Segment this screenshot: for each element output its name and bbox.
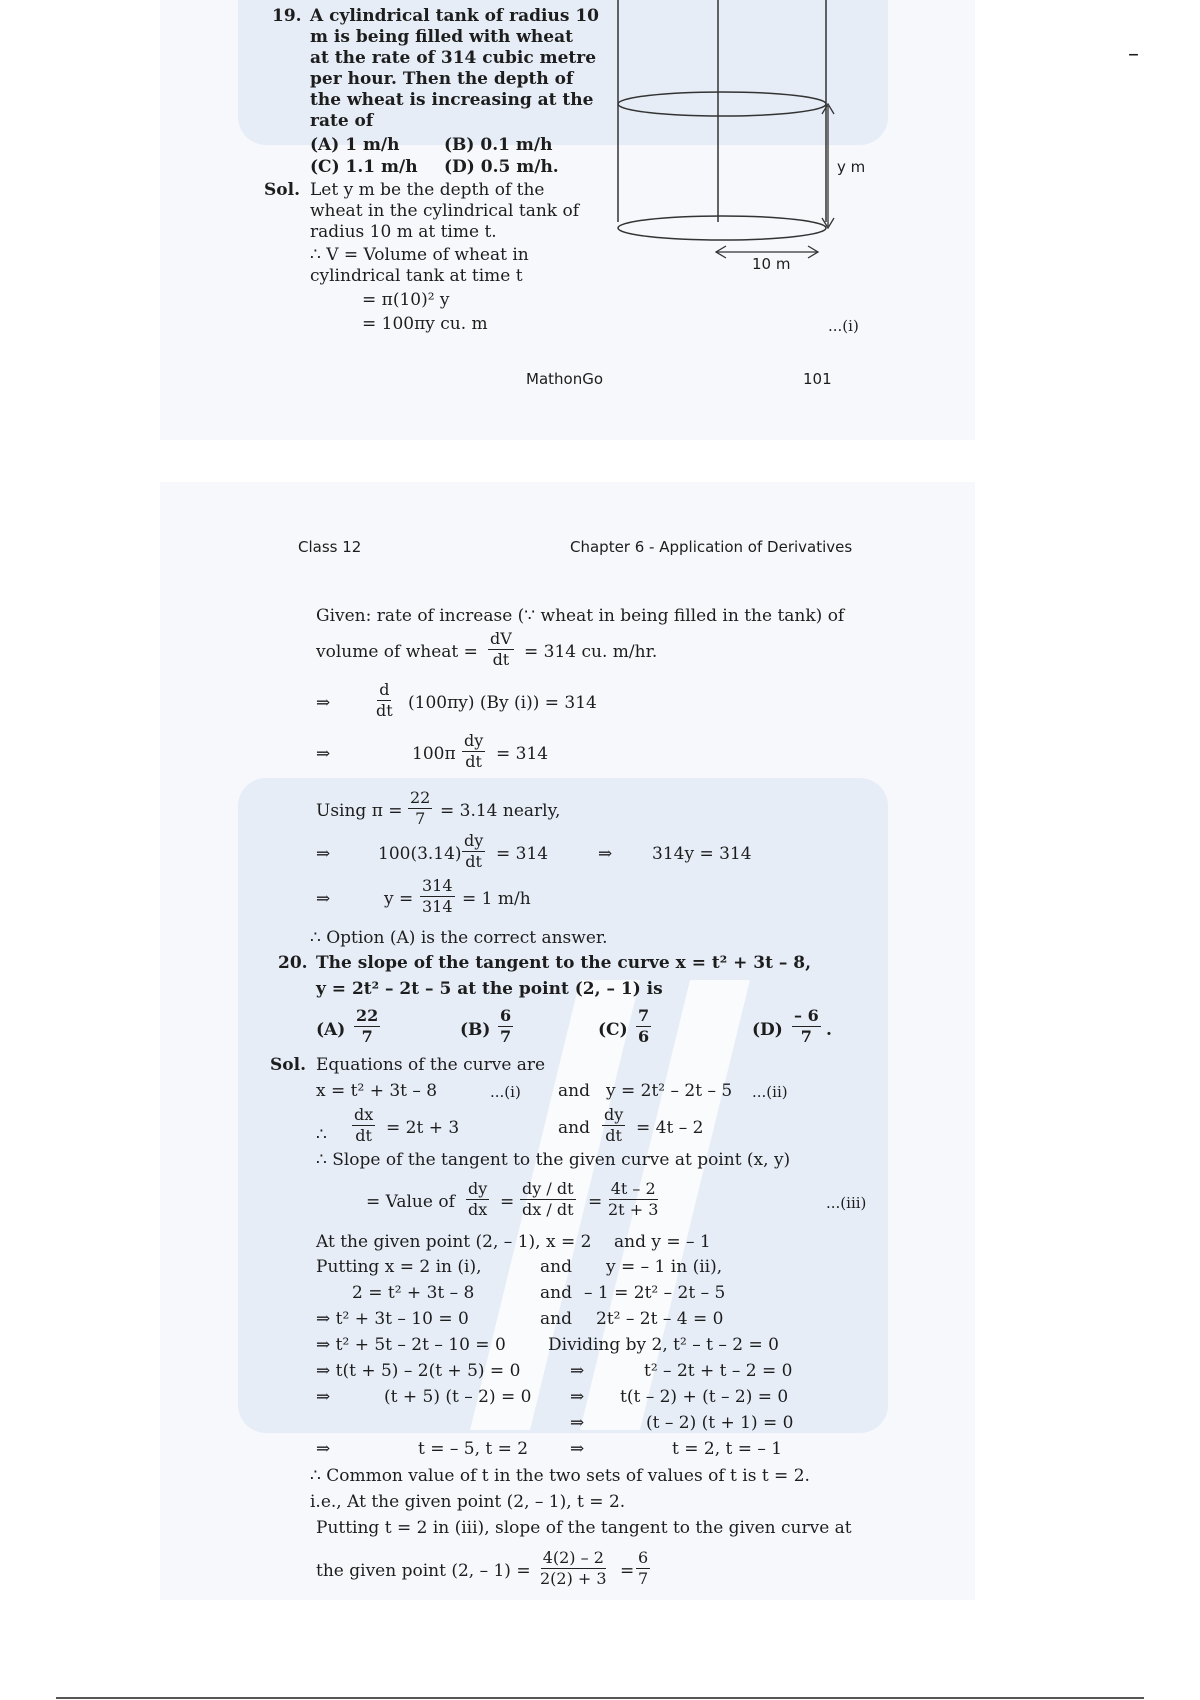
sol19-line: = 100πy cu. m — [362, 314, 488, 334]
s16: i.e., At the given point (2, – 1), t = 2. — [310, 1492, 626, 1512]
eq-tag-i: ...(i) — [828, 317, 859, 335]
s2b: ...(i) — [490, 1083, 521, 1101]
s17: Putting t = 2 in (iii), slope of the tangent to the given curve at — [316, 1518, 852, 1538]
s4: ∴ Slope of the tangent to the given curve at point (x, y) — [316, 1150, 791, 1170]
fraction-dy-dx: $\frac{dy}{dx}$ — [468, 1179, 488, 1219]
sol19-line: cylindrical tank at time t — [310, 266, 523, 286]
s13a: ⇒ — [570, 1413, 585, 1433]
fraction-final-1: $\frac{4(2) - 2}{2(2) + 3}$ — [540, 1548, 607, 1588]
fraction-d-dt: $\frac{d}{dt}$ — [376, 680, 393, 720]
figure-label-radius: 10 m — [752, 255, 791, 273]
step3-pre: 100(3.14) — [378, 844, 462, 864]
q20-option-c-label: (C) — [598, 1020, 628, 1040]
step1-rest: (100πy) (By (i)) = 314 — [408, 693, 597, 713]
fraction-dy-dt-3: $\frac{dy}{dt}$ — [604, 1105, 624, 1145]
s7a: Putting x = 2 in (i), — [316, 1257, 482, 1277]
q20-option-a-fraction: $\frac{22}{7}$ — [356, 1006, 379, 1046]
sol19-line: ∴ V = Volume of wheat in — [310, 245, 529, 265]
sol-label-20: Sol. — [270, 1055, 306, 1075]
fraction-dy-dt-2: $\frac{dy}{dt}$ — [464, 831, 484, 871]
step2-pre: 100π — [412, 744, 456, 764]
s2a: x = t² + 3t – 8 — [316, 1081, 438, 1101]
sol-label-19: Sol. — [264, 180, 300, 200]
s7c: y = – 1 in (ii), — [606, 1257, 723, 1277]
s8a: 2 = t² + 3t – 8 — [352, 1283, 475, 1303]
s11c: t² – 2t + t – 2 = 0 — [644, 1361, 793, 1381]
q19-option-a: (A) 1 m/h — [310, 135, 400, 155]
fraction-22-7: $\frac{22}{7}$ — [410, 788, 431, 828]
s2d: y = 2t² – 2t – 5 — [606, 1081, 733, 1101]
s10b: Dividing by 2, t² – t – 2 = 0 — [548, 1335, 779, 1355]
step4-arrow: ⇒ — [316, 889, 331, 909]
using-pi-post: = 3.14 nearly, — [440, 801, 561, 821]
step3-arrow: ⇒ — [316, 844, 331, 864]
s6b: and y = – 1 — [614, 1232, 711, 1252]
s3a: ∴ — [316, 1125, 327, 1145]
q20-option-d-label: (D) — [752, 1020, 783, 1040]
step3b: 314y = 314 — [652, 844, 752, 864]
q20-line-1: The slope of the tangent to the curve x = t² + 3t – 8, — [316, 953, 812, 973]
fraction-dV-dt: $\frac{dV}{dt}$ — [490, 629, 512, 669]
step2-arrow: ⇒ — [316, 744, 331, 764]
s13b: (t – 2) (t + 1) = 0 — [646, 1413, 794, 1433]
s14a: ⇒ — [316, 1439, 331, 1459]
s18a: the given point (2, – 1) = — [316, 1561, 531, 1581]
s7b: and — [540, 1257, 572, 1277]
q20-option-c-fraction: $\frac{7}{6}$ — [638, 1006, 650, 1046]
sol19-line: wheat in the cylindrical tank of — [310, 201, 580, 221]
q20-line-2: y = 2t² – 2t – 5 at the point (2, – 1) is — [316, 979, 663, 999]
s3c: and — [558, 1118, 590, 1138]
s9c: 2t² – 2t – 4 = 0 — [596, 1309, 724, 1329]
fraction-dy-dt: $\frac{dy}{dt}$ — [464, 731, 484, 771]
s9a: ⇒ t² + 3t – 10 = 0 — [316, 1309, 469, 1329]
sol19-line: radius 10 m at time t. — [310, 222, 497, 242]
s8c: – 1 = 2t² – 2t – 5 — [584, 1283, 726, 1303]
footer-brand: MathonGo — [526, 370, 604, 388]
step3b-arrow: ⇒ — [598, 844, 613, 864]
q20-option-d-fraction: $\frac{- 6}{7}$ — [794, 1006, 819, 1046]
s3b: = 2t + 3 — [386, 1118, 460, 1138]
s6a: At the given point (2, – 1), x = 2 — [316, 1232, 592, 1252]
s3d: = 4t – 2 — [636, 1118, 704, 1138]
s1: Equations of the curve are — [316, 1055, 546, 1075]
step3-post: = 314 — [496, 844, 549, 864]
bottom-divider — [56, 1697, 1144, 1699]
q19-conclusion: ∴ Option (A) is the correct answer. — [310, 928, 608, 948]
given-line-1: Given: rate of increase (∵ wheat in being filled in the tank) of — [316, 606, 845, 626]
s10a: ⇒ t² + 5t – 2t – 10 = 0 — [316, 1335, 506, 1355]
q19-option-d: (D) 0.5 m/h. — [444, 157, 559, 177]
fraction-dx-dt: $\frac{dx}{dt}$ — [354, 1105, 374, 1145]
given-line-2-post: = 314 cu. m/hr. — [524, 642, 658, 662]
q20-number: 20. — [278, 953, 308, 973]
s18b: = — [620, 1561, 635, 1581]
s5a: = Value of — [366, 1192, 455, 1212]
s12b: (t + 5) (t – 2) = 0 — [384, 1387, 532, 1407]
s12d: t(t – 2) + (t – 2) = 0 — [620, 1387, 789, 1407]
fraction-ratio: $\frac{dy / dt}{dx / dt}$ — [522, 1179, 574, 1219]
s14d: t = 2, t = – 1 — [672, 1439, 783, 1459]
s2e: ...(ii) — [752, 1083, 788, 1101]
s12c: ⇒ — [570, 1387, 585, 1407]
s5d: ...(iii) — [826, 1194, 867, 1212]
s12a: ⇒ — [316, 1387, 331, 1407]
s5c: = — [588, 1192, 603, 1212]
header-class: Class 12 — [298, 538, 362, 556]
q20-option-b-fraction: $\frac{6}{7}$ — [500, 1006, 512, 1046]
s5b: = — [500, 1192, 515, 1212]
cylinder-figure — [600, 0, 860, 280]
s11a: ⇒ t(t + 5) – 2(t + 5) = 0 — [316, 1361, 521, 1381]
s11b: ⇒ — [570, 1361, 585, 1381]
given-line-2-pre: volume of wheat = — [316, 642, 478, 662]
step1-arrow: ⇒ — [316, 693, 331, 713]
fraction-4t-2t: $\frac{4t - 2}{2t + 3}$ — [608, 1179, 659, 1219]
q20-option-b-label: (B) — [460, 1020, 491, 1040]
margin-dash: – — [1128, 42, 1139, 67]
sol19-line: Let y m be the depth of the — [310, 180, 545, 200]
step4-pre: y = — [384, 889, 414, 909]
fraction-final-2: $\frac{6}{7}$ — [638, 1548, 649, 1588]
sol19-line: = π(10)² y — [362, 290, 450, 310]
s9b: and — [540, 1309, 572, 1329]
q19-number: 19. — [272, 6, 302, 26]
q20-option-a-label: (A) — [316, 1020, 346, 1040]
q20-option-d-period: . — [826, 1020, 832, 1040]
s2c: and — [558, 1081, 590, 1101]
step2-post: = 314 — [496, 744, 549, 764]
s14c: ⇒ — [570, 1439, 585, 1459]
footer-page-number: 101 — [803, 370, 832, 388]
header-chapter: Chapter 6 - Application of Derivatives — [570, 538, 853, 556]
fraction-314-314: $\frac{314}{314}$ — [422, 876, 453, 916]
q19-option-b: (B) 0.1 m/h — [444, 135, 553, 155]
s14b: t = – 5, t = 2 — [418, 1439, 529, 1459]
step4-post: = 1 m/h — [462, 889, 531, 909]
s8b: and — [540, 1283, 572, 1303]
using-pi-pre: Using π = — [316, 801, 403, 821]
figure-label-y: y m — [837, 158, 866, 176]
s15: ∴ Common value of t in the two sets of values of t is t = 2. — [310, 1466, 810, 1486]
q19-option-c: (C) 1.1 m/h — [310, 157, 418, 177]
